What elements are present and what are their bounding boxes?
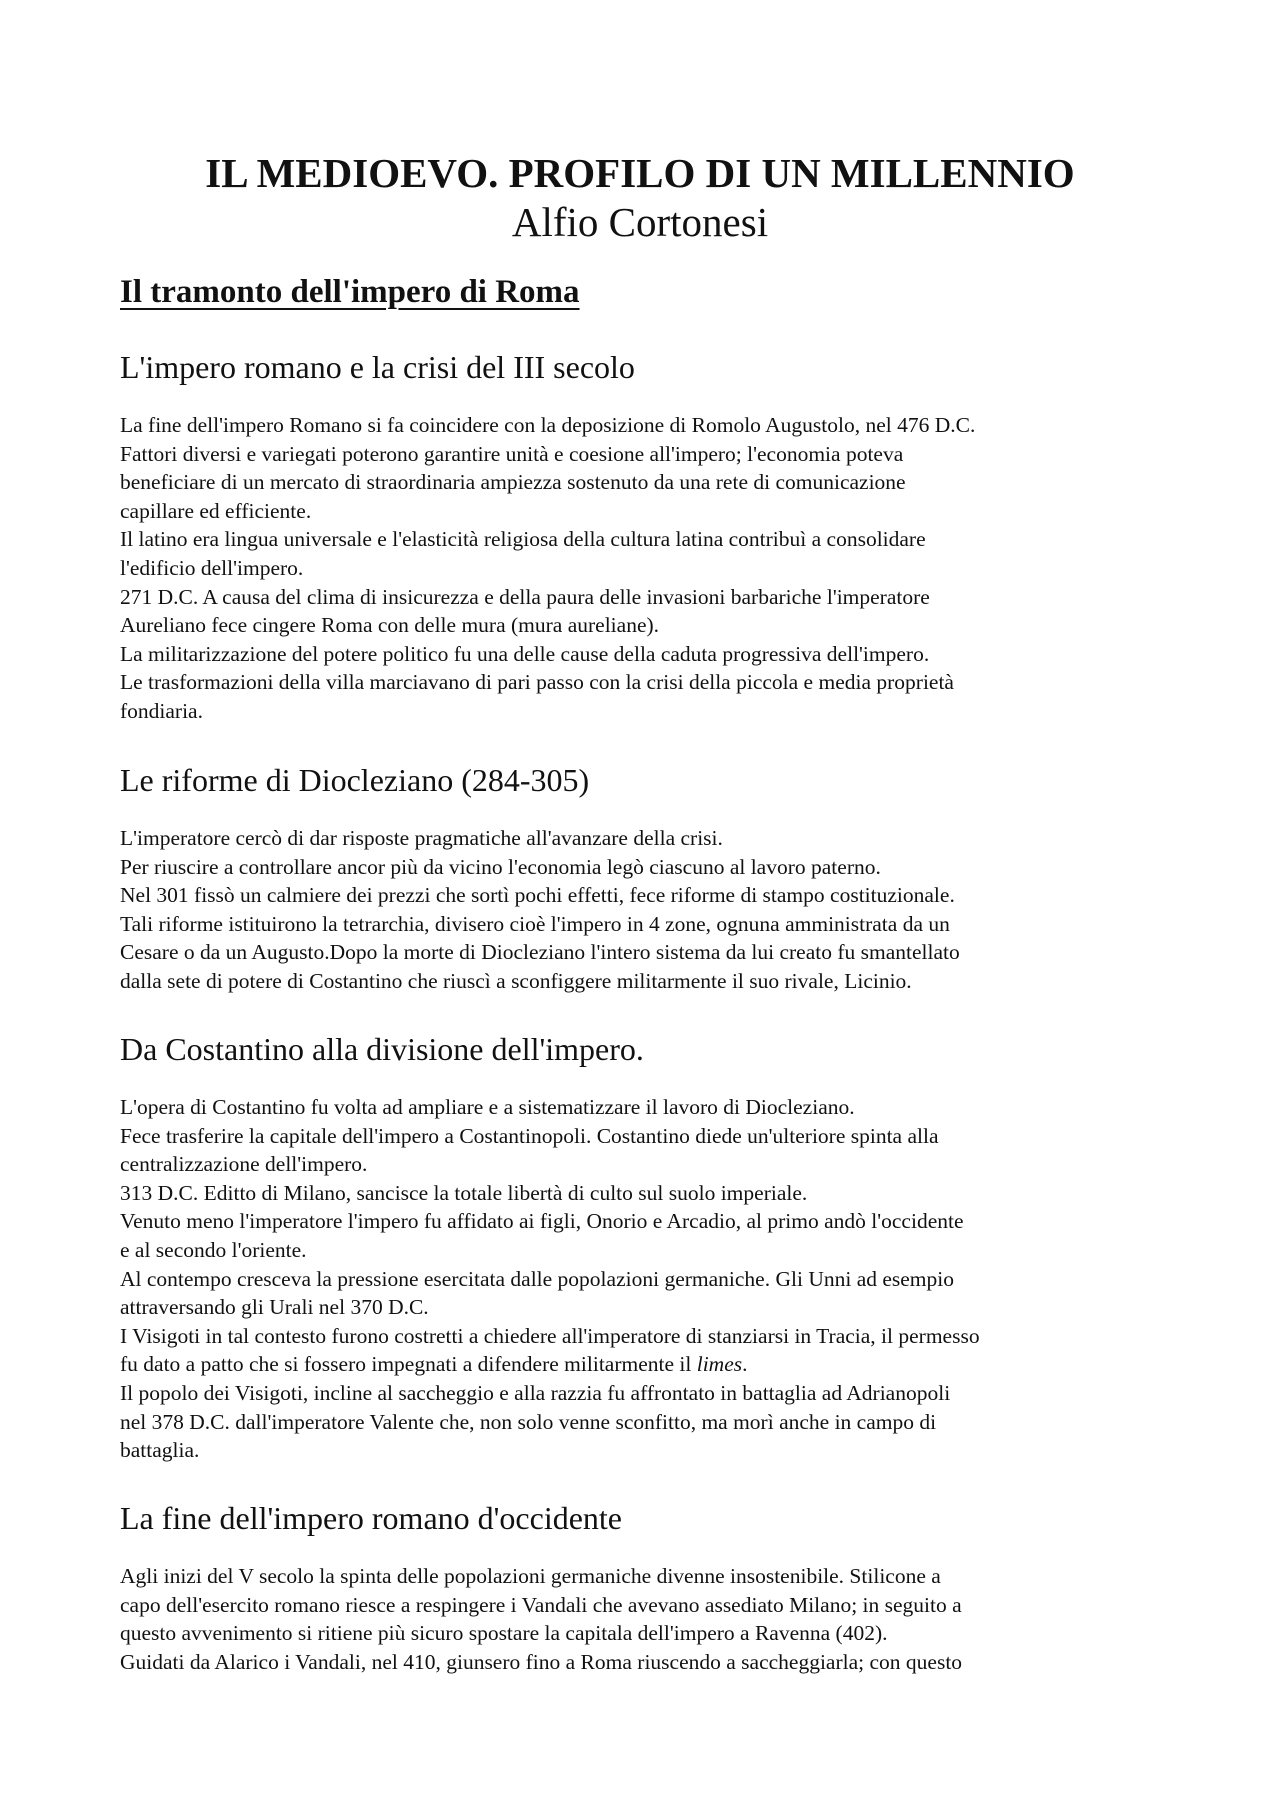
text-line xyxy=(120,1350,1170,1379)
text-line: Guidati da Alarico i Vandali, nel 410, giunsero fino a Roma riuscendo a saccheggiarla; con questo xyxy=(120,1649,963,1674)
text-line: capillare ed efficiente. xyxy=(120,498,312,523)
text-line: Al contempo cresceva la pressione esercitata dalle popolazioni germaniche. Gli Unni ad esempio xyxy=(120,1266,955,1291)
section-heading: La fine dell'impero romano d'occidente xyxy=(120,1500,622,1536)
document-author: Alfio Cortonesi xyxy=(511,199,769,245)
text-line: Tali riforme istituirono la tetrarchia, divisero cioè l'impero in 4 zone, ognuna amministrata da un xyxy=(120,911,950,936)
text-line: Cesare o da un Augusto.Dopo la morte di Diocleziano l'intero sistema da lui creato fu smantellato xyxy=(120,940,960,965)
text-line: Nel 301 fissò un calmiere dei prezzi che sortì pochi effetti, fece riforme di stampo costituzionale. xyxy=(120,883,955,908)
text-line: Le trasformazioni della villa marciavano di pari passo con la crisi della piccola e media proprietà xyxy=(120,670,954,695)
section-body xyxy=(120,411,1170,726)
text-line: La fine dell'impero Romano si fa coincidere con la deposizione di Romolo Augustolo, nel 476 D.C. xyxy=(120,413,976,437)
text-line: fondiaria. xyxy=(120,698,203,723)
text-line: Il popolo dei Visigoti, incline al saccheggio e alla razzia fu affrontato in battaglia ad Adrianopoli xyxy=(120,1380,951,1405)
section-body xyxy=(120,824,1170,996)
text-line: Agli inizi del V secolo la spinta delle popolazioni germaniche divenne insostenibile. Stilicone a xyxy=(120,1564,941,1588)
text-line: I Visigoti in tal contesto furono costretti a chiedere all'imperatore di stanziarsi in Tracia, il permesso xyxy=(120,1323,980,1348)
chapter-heading: Il tramonto dell'impero di Roma xyxy=(120,274,580,310)
text-line: La militarizzazione del potere politico fu una delle cause della caduta progressiva dell'impero. xyxy=(120,641,930,666)
text-line: battaglia. xyxy=(120,1438,200,1463)
section-body xyxy=(120,1562,1170,1676)
document-title: IL MEDIOEVO. PROFILO DI UN MILLENNIO xyxy=(205,150,1075,196)
text-line: beneficiare di un mercato di straordinaria ampiezza sostenuto da una rete di comunicazione xyxy=(120,470,906,495)
text-line: capo dell'esercito romano riesce a respingere i Vandali che avevano assediato Milano; in seguito a xyxy=(120,1592,962,1617)
text-line: Per riuscire a controllare ancor più da vicino l'economia legò ciascuno al lavoro paterno. xyxy=(120,854,881,879)
section-heading: L'impero romano e la crisi del III secolo xyxy=(120,349,635,385)
text-line-punctuation: . xyxy=(742,1352,748,1377)
text-line: l'edificio dell'impero. xyxy=(120,555,304,580)
section-body xyxy=(120,1093,1170,1465)
text-line: dalla sete di potere di Costantino che riuscì a sconfiggere militarmente il suo rivale, Licinio. xyxy=(120,968,912,993)
text-line: nel 378 D.C. dall'imperatore Valente che, non solo venne sconfitto, ma morì anche in campo di xyxy=(120,1409,937,1434)
text-line: 271 D.C. A causa del clima di insicurezza e della paura delle invasioni barbariche l'imperatore xyxy=(120,584,930,609)
italic-term: limes xyxy=(696,1352,743,1377)
text-line: e al secondo l'oriente. xyxy=(120,1237,307,1262)
text-line: attraversando gli Urali nel 370 D.C. xyxy=(120,1295,429,1320)
text-line: 313 D.C. Editto di Milano, sancisce la totale libertà di culto sul suolo imperiale. xyxy=(120,1180,808,1205)
text-line: centralizzazione dell'impero. xyxy=(120,1152,368,1177)
text-line: Il latino era lingua universale e l'elasticità religiosa della cultura latina contribuì a consolidare xyxy=(120,527,926,552)
section-heading: Da Costantino alla divisione dell'impero. xyxy=(120,1031,644,1067)
text-line: questo avvenimento si ritiene più sicuro spostare la capitala dell'impero a Ravenna (402). xyxy=(120,1621,888,1646)
text-line: Fattori diversi e variegati poterono garantire unità e coesione all'impero; l'economia poteva xyxy=(120,441,904,466)
text-line: L'imperatore cercò di dar risposte pragmatiche all'avanzare della crisi. xyxy=(120,826,723,850)
text-line: L'opera di Costantino fu volta ad ampliare e a sistematizzare il lavoro di Diocleziano. xyxy=(120,1095,855,1119)
text-line: Aureliano fece cingere Roma con delle mura (mura aureliane). xyxy=(120,613,660,638)
text-line: Fece trasferire la capitale dell'impero a Costantinopoli. Costantino diede un'ulteriore spinta alla xyxy=(120,1123,939,1148)
section-heading: Le riforme di Diocleziano (284-305) xyxy=(120,762,590,798)
text-line: Venuto meno l'imperatore l'impero fu affidato ai figli, Onorio e Arcadio, al primo andò l'occidente xyxy=(120,1209,964,1234)
text-line-segment: fu dato a patto che si fossero impegnati a difendere militarmente il xyxy=(120,1352,697,1377)
